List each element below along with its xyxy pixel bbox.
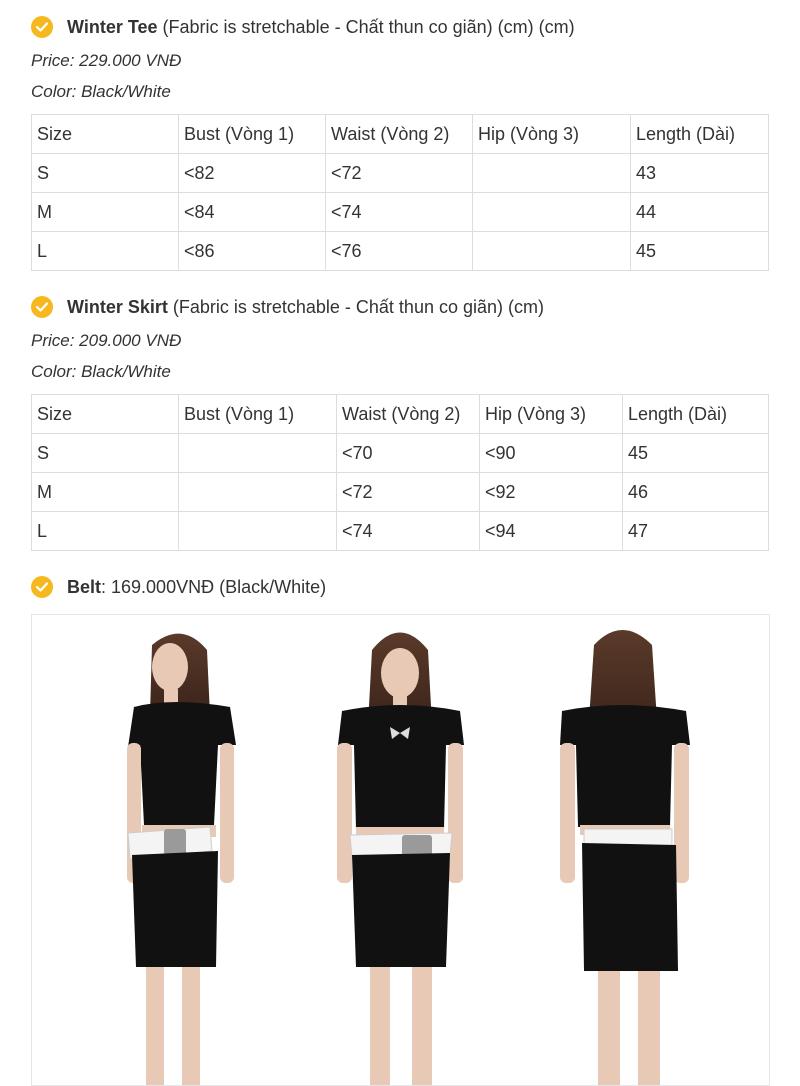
table-cell — [179, 473, 337, 512]
belt-heading — [31, 573, 768, 601]
skirt-color: Color: Black/White — [31, 362, 171, 381]
table-cell: M — [32, 193, 179, 232]
belt-name: Belt — [67, 576, 102, 597]
table-cell: <74 — [337, 512, 480, 551]
header-cell: Bust (Vòng 1) — [179, 395, 337, 434]
table-cell: 46 — [623, 473, 769, 512]
table-cell: S — [32, 434, 179, 473]
table-cell: M — [32, 473, 179, 512]
skirt-heading — [31, 293, 768, 321]
table-cell: 45 — [631, 232, 769, 271]
table-cell: <72 — [326, 154, 473, 193]
belt-note: : 169.000VNĐ (Black/White) — [101, 576, 327, 597]
table-cell: <92 — [480, 473, 623, 512]
tee-note: (Fabric is stretchable - Chất thun co giãn) (cm) (cm) — [162, 16, 575, 37]
table-cell: 47 — [623, 512, 769, 551]
table-cell — [473, 193, 631, 232]
table-cell: 45 — [623, 434, 769, 473]
header-cell: Hip (Vòng 3) — [480, 395, 623, 434]
table-cell: L — [32, 232, 179, 271]
table-cell: <72 — [337, 473, 480, 512]
header-cell: Bust (Vòng 1) — [179, 115, 326, 154]
model-views-illustration — [32, 615, 769, 1085]
header-cell: Waist (Vòng 2) — [337, 395, 480, 434]
table-cell — [179, 434, 337, 473]
header-cell: Length (Dài) — [623, 395, 769, 434]
table-cell: <74 — [326, 193, 473, 232]
table-cell: <86 — [179, 232, 326, 271]
table-row — [32, 193, 769, 232]
header-cell: Hip (Vòng 3) — [473, 115, 631, 154]
table-row — [32, 232, 769, 271]
header-cell: Size — [32, 395, 179, 434]
table-cell — [473, 232, 631, 271]
table-cell — [473, 154, 631, 193]
table-row — [32, 434, 769, 473]
tee-color: Color: Black/White — [31, 82, 171, 101]
table-cell: 44 — [631, 193, 769, 232]
table-row — [32, 473, 769, 512]
table-cell: <70 — [337, 434, 480, 473]
table-header-row — [32, 395, 769, 434]
table-cell: L — [32, 512, 179, 551]
table-cell: <76 — [326, 232, 473, 271]
skirt-price: Price: 209.000 VNĐ — [31, 331, 182, 350]
table-row — [32, 154, 769, 193]
skirt-size-table — [31, 394, 769, 551]
table-cell: <82 — [179, 154, 326, 193]
tee-price: Price: 229.000 VNĐ — [31, 51, 182, 70]
check-icon — [31, 296, 53, 318]
header-cell: Size — [32, 115, 179, 154]
model-front-view — [337, 633, 464, 1086]
header-cell: Waist (Vòng 2) — [326, 115, 473, 154]
belt-section — [31, 573, 768, 601]
skirt-section — [31, 293, 768, 551]
tee-size-table — [31, 114, 769, 271]
table-cell: 43 — [631, 154, 769, 193]
skirt-name: Winter Skirt — [67, 296, 168, 317]
table-cell: <90 — [480, 434, 623, 473]
check-icon — [31, 16, 53, 38]
table-cell: <84 — [179, 193, 326, 232]
table-row — [32, 512, 769, 551]
table-cell: <94 — [480, 512, 623, 551]
skirt-note: (Fabric is stretchable - Chất thun co giãn) (cm) — [172, 296, 544, 317]
table-cell: S — [32, 154, 179, 193]
table-header-row — [32, 115, 769, 154]
tee-name: Winter Tee — [67, 16, 158, 37]
tee-heading — [31, 13, 768, 41]
model-back-view — [560, 630, 690, 1085]
check-icon — [31, 576, 53, 598]
header-cell: Length (Dài) — [631, 115, 769, 154]
model-side-view — [127, 634, 236, 1085]
product-photo — [31, 614, 770, 1086]
tee-section — [31, 13, 768, 271]
table-cell — [179, 512, 337, 551]
